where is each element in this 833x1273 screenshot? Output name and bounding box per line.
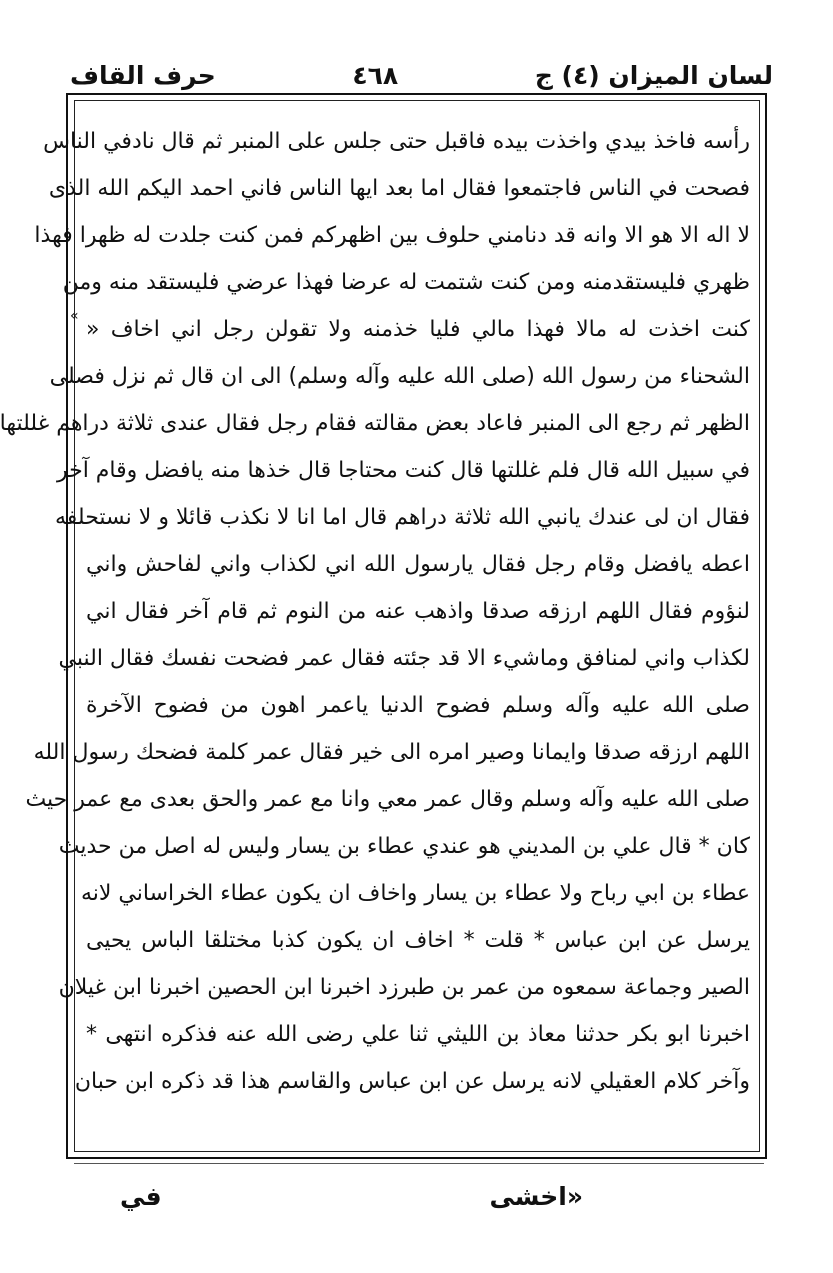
text-line: فقال ان لى عندك يانبي الله ثلاثة دراهم قال اما انا لا نكذب قائلا و لا نستحلفه bbox=[55, 505, 750, 530]
body-text bbox=[0, 118, 750, 1105]
catchword-left: في bbox=[120, 1182, 162, 1211]
running-title-chapter: حرف القاف bbox=[70, 60, 216, 90]
text-line: اعطه يافضل وقام رجل فقال يارسول الله اني لكذاب واني لفاحش واني bbox=[86, 552, 750, 577]
text-line: عطاء بن ابي رباح ولا عطاء بن يسار واخاف ان يكون عطاء الخراساني لانه bbox=[80, 881, 750, 906]
running-title-book: لسان الميزان (٤) ج bbox=[534, 60, 773, 90]
text-line: رأسه فاخذ بيدي واخذت بيده فاقبل حتى جلس على المنبر ثم قال نادفي الناس bbox=[43, 129, 750, 154]
text-line: في سبيل الله قال فلم غللتها قال كنت محتاجا قال خذها منه يافضل وقام آخر bbox=[56, 458, 750, 483]
text-line: اللهم ارزقه صدقا وايمانا وصير امره الى خير فقال عمر كلمة فضحك رسول الله bbox=[33, 740, 750, 765]
text-line: ظهري فليستقدمنه ومن كنت شتمت له عرضا فهذا عرضي فليستقد منه ومن bbox=[62, 270, 750, 295]
bottom-rule bbox=[74, 1163, 764, 1164]
page-footer bbox=[120, 1182, 583, 1222]
text-line: لا اله الا هو الا وانه قد دنامني حلوف بين اظهركم فمن كنت جلدت له ظهرا فهذا bbox=[34, 223, 750, 248]
page-number: ٤٦٨ bbox=[352, 60, 399, 90]
text-line: كنت اخذت له مالا فهذا مالي فليا خذمنه ولا تقولن رجل اني اخاف « bbox=[86, 317, 750, 342]
text-line: اخبرنا ابو بكر حدثنا معاذ بن الليثي ثنا علي رضى الله عنه فذكره انتهى * bbox=[86, 1022, 750, 1047]
text-line: صلى الله عليه وآله وسلم فضوح الدنيا ياعمر اهون من فضوح الآخرة bbox=[86, 693, 750, 718]
catchword-right: «اخشى bbox=[489, 1182, 583, 1211]
text-line: الظهر ثم رجع الى المنبر فاعاد بعض مقالته فقام رجل فقال عندى ثلاثة دراهم غللتها bbox=[0, 411, 750, 436]
margin-mark: « bbox=[70, 308, 79, 324]
text-line: وآخر كلام العقيلي لانه يرسل عن ابن عباس والقاسم هذا قد ذكره ابن حبان bbox=[74, 1069, 750, 1094]
text-line: الشحناء من رسول الله (صلى الله عليه وآله وسلم) الى ان قال ثم نزل فصلى bbox=[49, 364, 750, 389]
text-line: لكذاب واني لمنافق وماشيء الا قد جئته فقال عمر فضحت نفسك فقال النبي bbox=[58, 646, 750, 671]
text-line: صلى الله عليه وآله وسلم وقال عمر معي وانا مع عمر والحق بعدى مع عمر حيث bbox=[25, 787, 750, 812]
text-line: فصحت في الناس فاجتمعوا فقال اما بعد ايها الناس فاني احمد اليكم الله الذى bbox=[48, 176, 750, 201]
text-line: الصير وجماعة سمعوه من عمر بن طبرزد اخبرنا ابن الحصين اخبرنا ابن غيلان bbox=[58, 975, 750, 1000]
text-line: كان * قال علي بن المديني هو عندي عطاء بن يسار وليس له اصل من حديث bbox=[58, 834, 750, 859]
page-header bbox=[70, 55, 773, 95]
text-line: يرسل عن ابن عباس * قلت * اخاف ان يكون كذبا مختلقا الباس يحيى bbox=[86, 928, 750, 953]
text-line: لنؤوم فقال اللهم ارزقه صدقا واذهب عنه من النوم ثم قام آخر فقال اني bbox=[86, 599, 750, 624]
